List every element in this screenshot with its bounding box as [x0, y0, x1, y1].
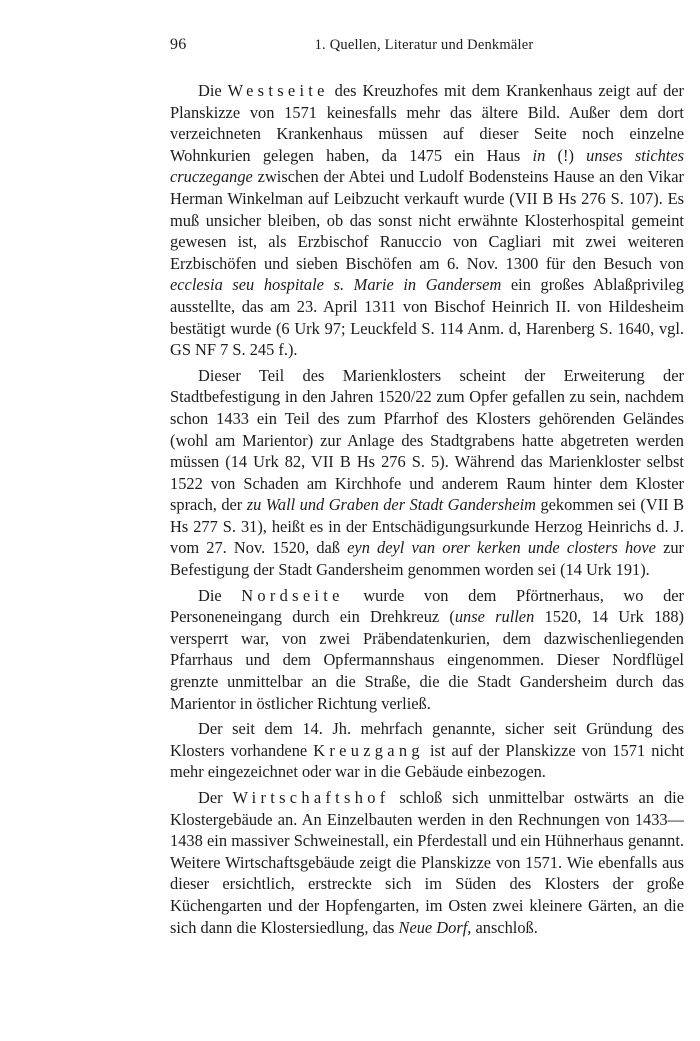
spaced-keyword: Nordseite — [241, 585, 344, 605]
paragraph — [170, 585, 684, 715]
text-run: 1520, 14 Urk 188) versperrt war, von zwei Präbendatenkurien, dem dazwischenliegenden Pfarrhaus und dem Opfermannshaus eingenommen. Dieser Nordflügel grenzte unmittelbar an die Straße, die die Stadt Gandersheim durch das Marientor in östlicher Richtung verließ. — [170, 607, 684, 713]
paragraph — [170, 718, 684, 783]
text-run: des Kreuzhofes mit dem Krankenhaus zeigt auf der Planskizze von 1571 keinesfalls mehr das ältere Bild. Außer dem dort verzeichneten Krankenhaus müssen auf dieser Seite noch einzelne Wohnkurien gelegen haben, da 1475 ein Haus — [170, 81, 685, 165]
italic-text: zu Wall und Graben der Stadt Gandersheim — [246, 495, 536, 515]
page-number: 96 — [170, 36, 187, 53]
italic-text: in — [532, 145, 546, 165]
spaced-keyword: Wirtschaftshof — [232, 788, 390, 807]
text-run: schloß sich unmittelbar ostwärts an die Klostergebäude an. An Einzelbauten werden in den Rechnungen von 1433—1438 ein massiver Schweinestall, ein Pferdestall und ein Hühnerhaus genannt. Weitere Wirtschaftsgebäude zeigt die Planskizze von 1571. Wie ebenfalls aus dieser ersichtlich, erstreckte sich im Süden des Klosters der große Küchengarten und der Hopfengarten, im Osten zwei kleinere Gärten, an die sich dann die Klostersiedlung, das — [170, 788, 684, 937]
text-run: anschloß. — [471, 917, 538, 937]
italic-text: eyn deyl van orer kerken unde closters hove — [347, 538, 656, 558]
italic-text: unse rullen — [454, 607, 535, 627]
spaced-keyword: Westseite — [227, 81, 329, 100]
page-header — [164, 36, 684, 58]
spaced-keyword: Kreuzgang — [313, 740, 424, 760]
text-run: zwischen der Abtei und Ludolf Bodensteins Hause an den Vikar Herman Winkelman auf Leibzucht verkauft wurde (VII B Hs 276 S. 107). Es muß unsicher bleiben, ob das sonst nicht erwähnte Klosterhospital gemeint gewesen ist, als Erzbischof Ranuccio von Cagliari mit zwei weiteren Erzbischöfen und sieben Bischöfen am 6. Nov. 1300 für den Besuch von — [170, 167, 684, 273]
italic-text: ecclesia seu hospitale s. Marie in Gandersem — [170, 275, 502, 295]
italic-text: unses stichtes cruczegange — [170, 145, 684, 187]
text-run: Der seit dem 14. Jh. mehrfach genannte, sicher seit Gründung des Klosters vorhandene — [170, 719, 684, 760]
text-run: Der — [198, 788, 233, 807]
text-run: Die — [198, 585, 242, 605]
paragraph — [170, 80, 684, 361]
body-text — [170, 80, 684, 942]
text-run: Die — [198, 81, 228, 100]
paragraph — [170, 365, 684, 581]
text-run: zur Befestigung der Stadt Gandersheim genommen worden sei (14 Urk 191). — [170, 538, 684, 580]
italic-text: Neue Dorf, — [398, 917, 472, 937]
text-run: ist auf der Planskizze von 1571 nicht mehr eingezeichnet oder war in die Gebäude einbezogen. — [170, 740, 684, 782]
text-run: ein großes Ablaßprivileg ausstellte, das am 23. April 1311 von Bischof Heinrich II. von Hildesheim bestätigt wurde (6 Urk 97; Leuckfeld S. 114 Anm. d, Harenberg S. 1640, vgl. GS NF 7 S. 245 f.). — [170, 275, 684, 360]
running-head: 1. Quellen, Literatur und Denkmäler — [314, 37, 534, 53]
text-run: gekommen sei (VII B Hs 277 S. 31), heißt es in der Entschädigungsurkunde Herzog Heinrichs d. J. vom 27. Nov. 1520, daß — [170, 495, 684, 558]
text-run: wurde von dem Pförtnerhaus, wo der Personeneingang durch ein Drehkreuz ( — [170, 585, 685, 627]
text-run: Dieser Teil des Marienklosters scheint der Erweiterung der Stadtbefestigung in den Jahren 1520/22 zum Opfer gefallen zu sein, nachdem schon 1433 ein Teil des zum Pfarrhof des Klosters gehörenden Geländes (wohl am Marientor) zur Anlage des Stadtgrabens hatte abgetreten werden müssen (14 Urk 82, VII B Hs 276 S. 5). Während das Marienkloster selbst 1522 von Schaden am Kirchhofe und anderem Raum hinter dem Kloster sprach, der — [170, 365, 684, 515]
paragraph — [170, 787, 684, 938]
text-run: (!) — [545, 145, 587, 165]
